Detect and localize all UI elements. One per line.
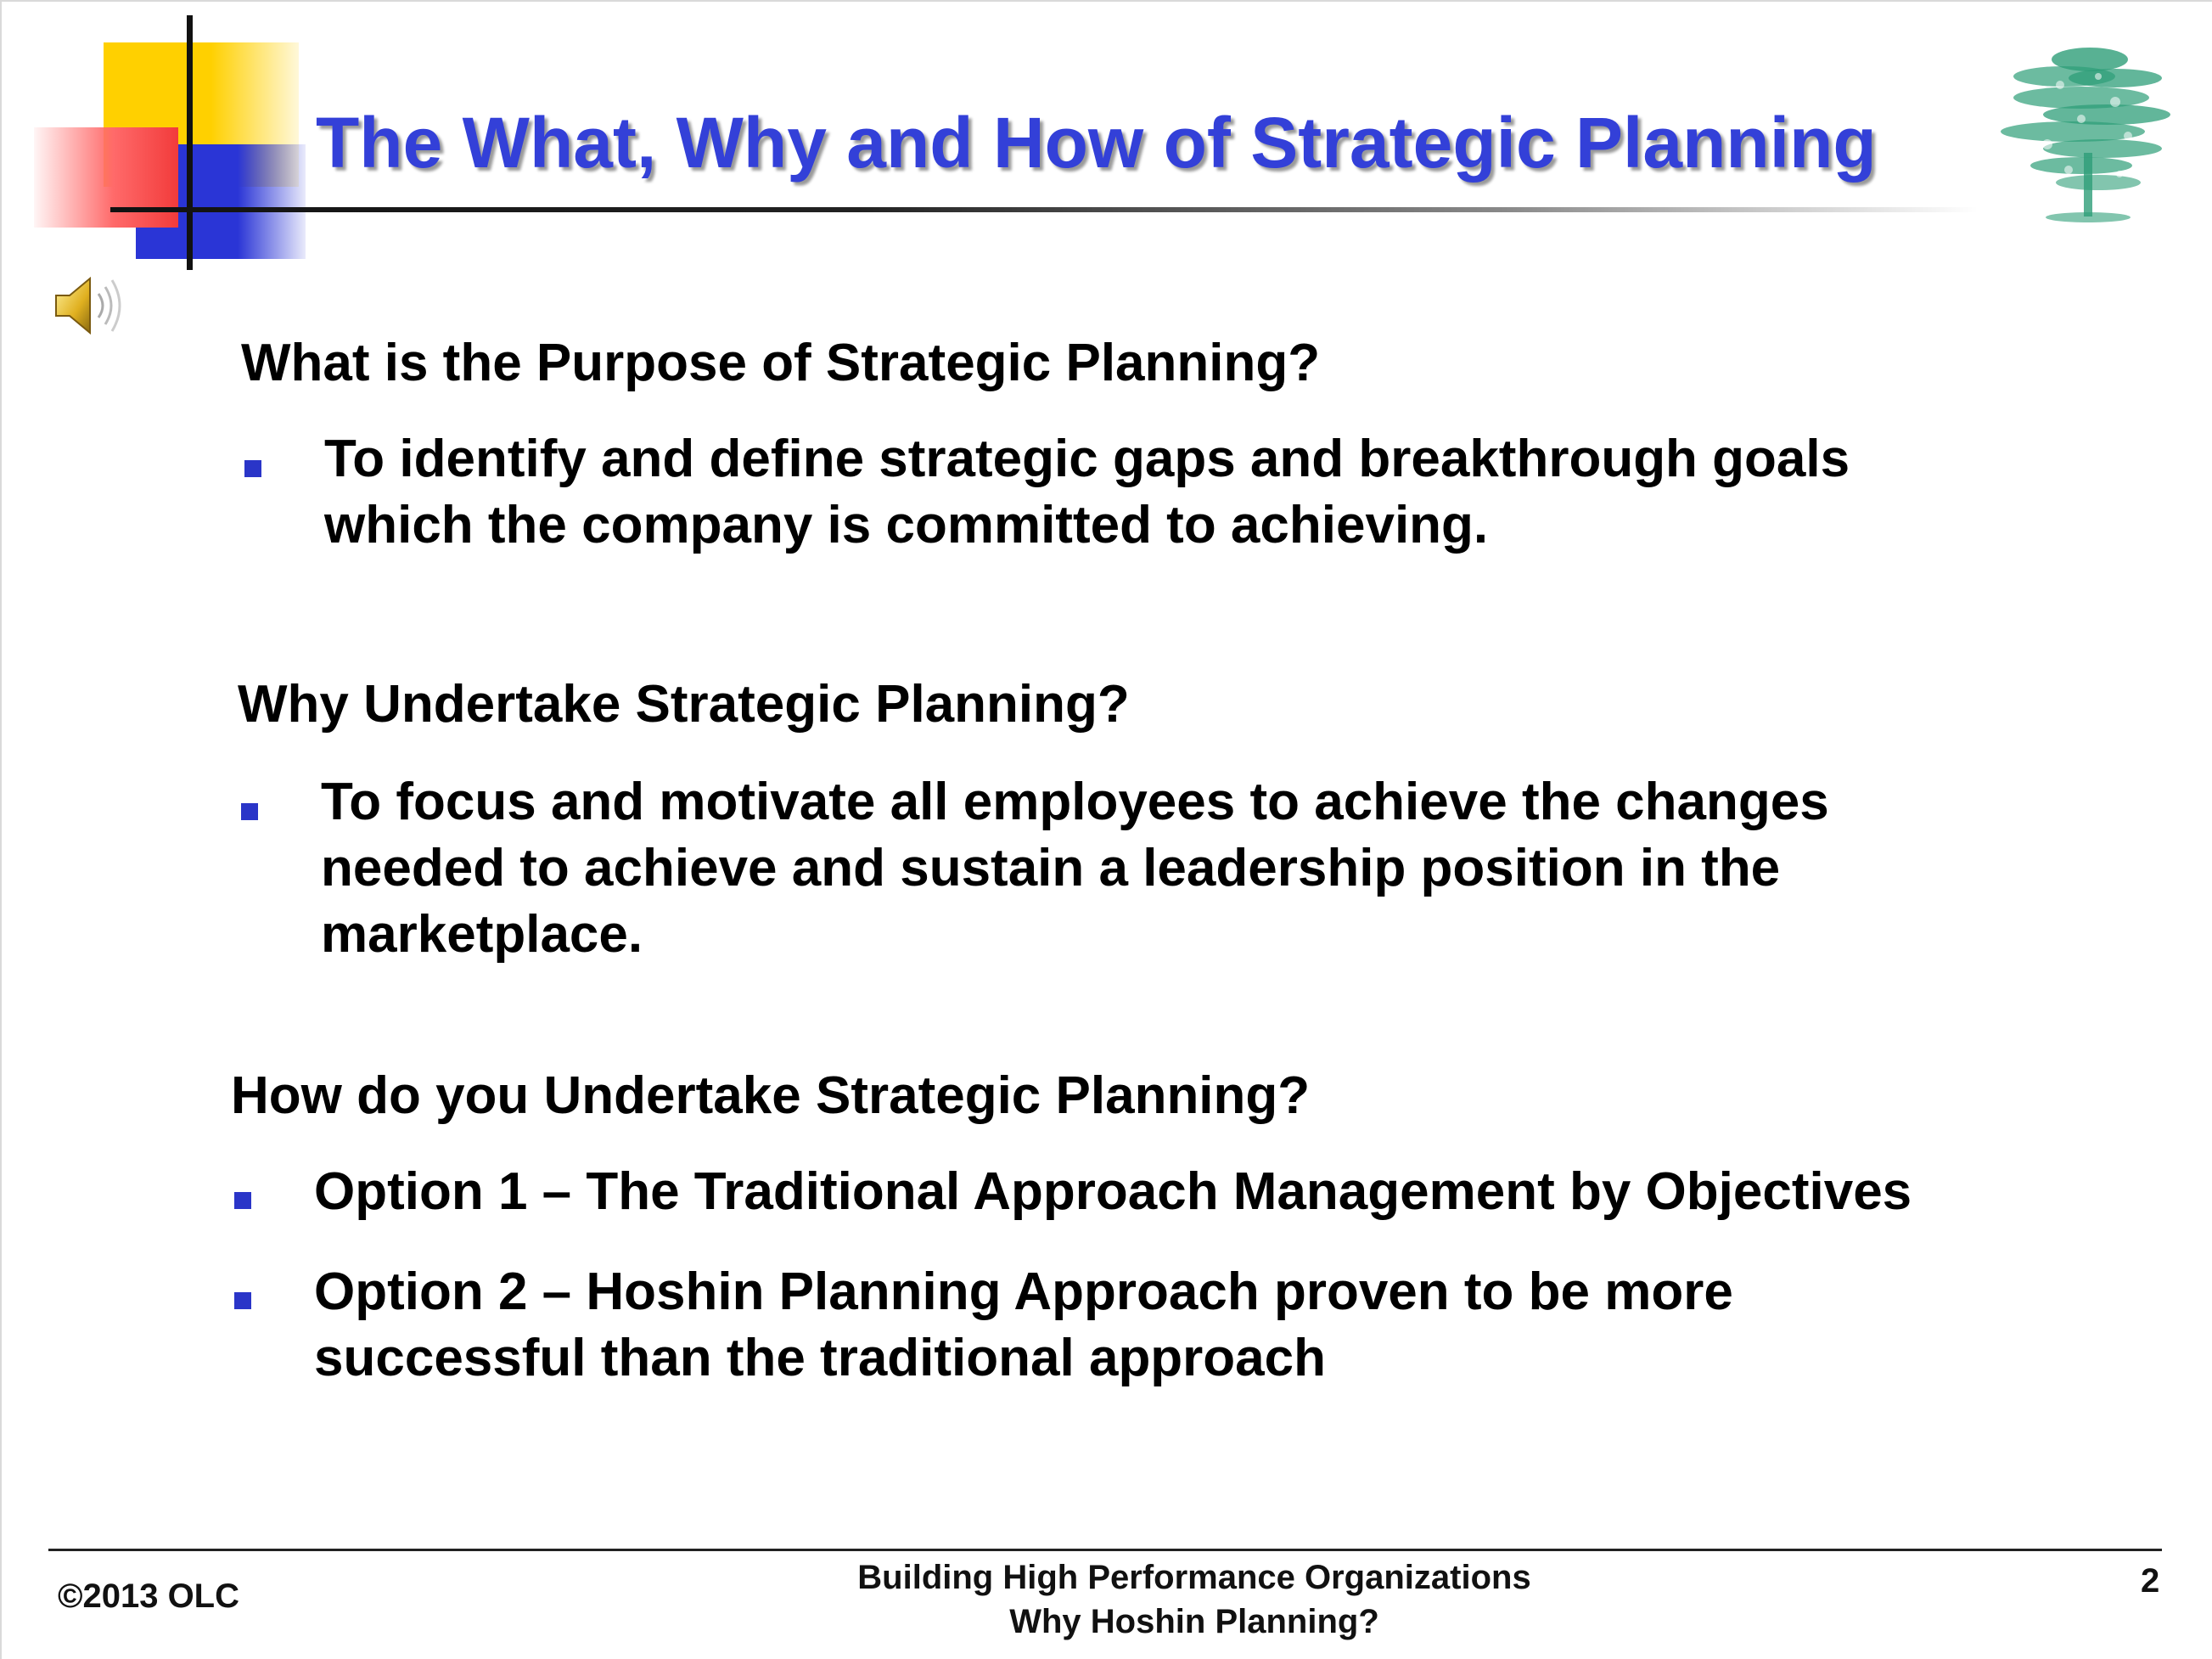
bullet-text-purpose-line-2: which the company is committed to achieving. bbox=[324, 496, 1489, 554]
bullet-text-option-2-line-2: successful than the traditional approach bbox=[314, 1329, 1327, 1387]
section-heading-why: Why Undertake Strategic Planning? bbox=[238, 675, 1130, 734]
bullet-marker bbox=[234, 1292, 251, 1309]
bullet-text-option-1: Option 1 – The Traditional Approach Management by Objectives bbox=[314, 1162, 1912, 1221]
page-number: 2 bbox=[2141, 1562, 2160, 1600]
bullet-text-option-2-line-1: Option 2 – Hoshin Planning Approach proven to be more bbox=[314, 1263, 1733, 1321]
title-underline bbox=[110, 207, 1978, 212]
footer-course bbox=[766, 1555, 1623, 1644]
bullet-marker bbox=[241, 803, 258, 820]
section-heading-purpose: What is the Purpose of Strategic Planning? bbox=[241, 334, 1321, 392]
tree-logo-icon bbox=[1979, 25, 2200, 229]
decorative-red-block bbox=[34, 127, 178, 228]
footer-course-title: Building High Performance Organizations bbox=[857, 1559, 1531, 1596]
bullet-text-why-line-1: To focus and motivate all employees to achieve the changes bbox=[321, 773, 1829, 831]
bullet-marker bbox=[244, 460, 261, 477]
bullet-text-why-line-3: marketplace. bbox=[321, 905, 643, 964]
slide-title: The What, Why and How of Strategic Planning bbox=[316, 103, 1877, 183]
bullet-marker bbox=[234, 1192, 251, 1209]
section-heading-how: How do you Undertake Strategic Planning? bbox=[231, 1066, 1311, 1125]
bullet-text-purpose-line-1: To identify and define strategic gaps and breakthrough goals bbox=[324, 430, 1850, 488]
speaker-icon[interactable] bbox=[51, 272, 127, 340]
bullet-text-why-line-2: needed to achieve and sustain a leadership position in the bbox=[321, 839, 1781, 897]
decorative-vertical-line bbox=[187, 15, 193, 270]
footer-course-subtitle: Why Hoshin Planning? bbox=[1009, 1603, 1379, 1640]
footer-divider bbox=[48, 1549, 2162, 1551]
footer-copyright: ©2013 OLC bbox=[58, 1577, 240, 1615]
